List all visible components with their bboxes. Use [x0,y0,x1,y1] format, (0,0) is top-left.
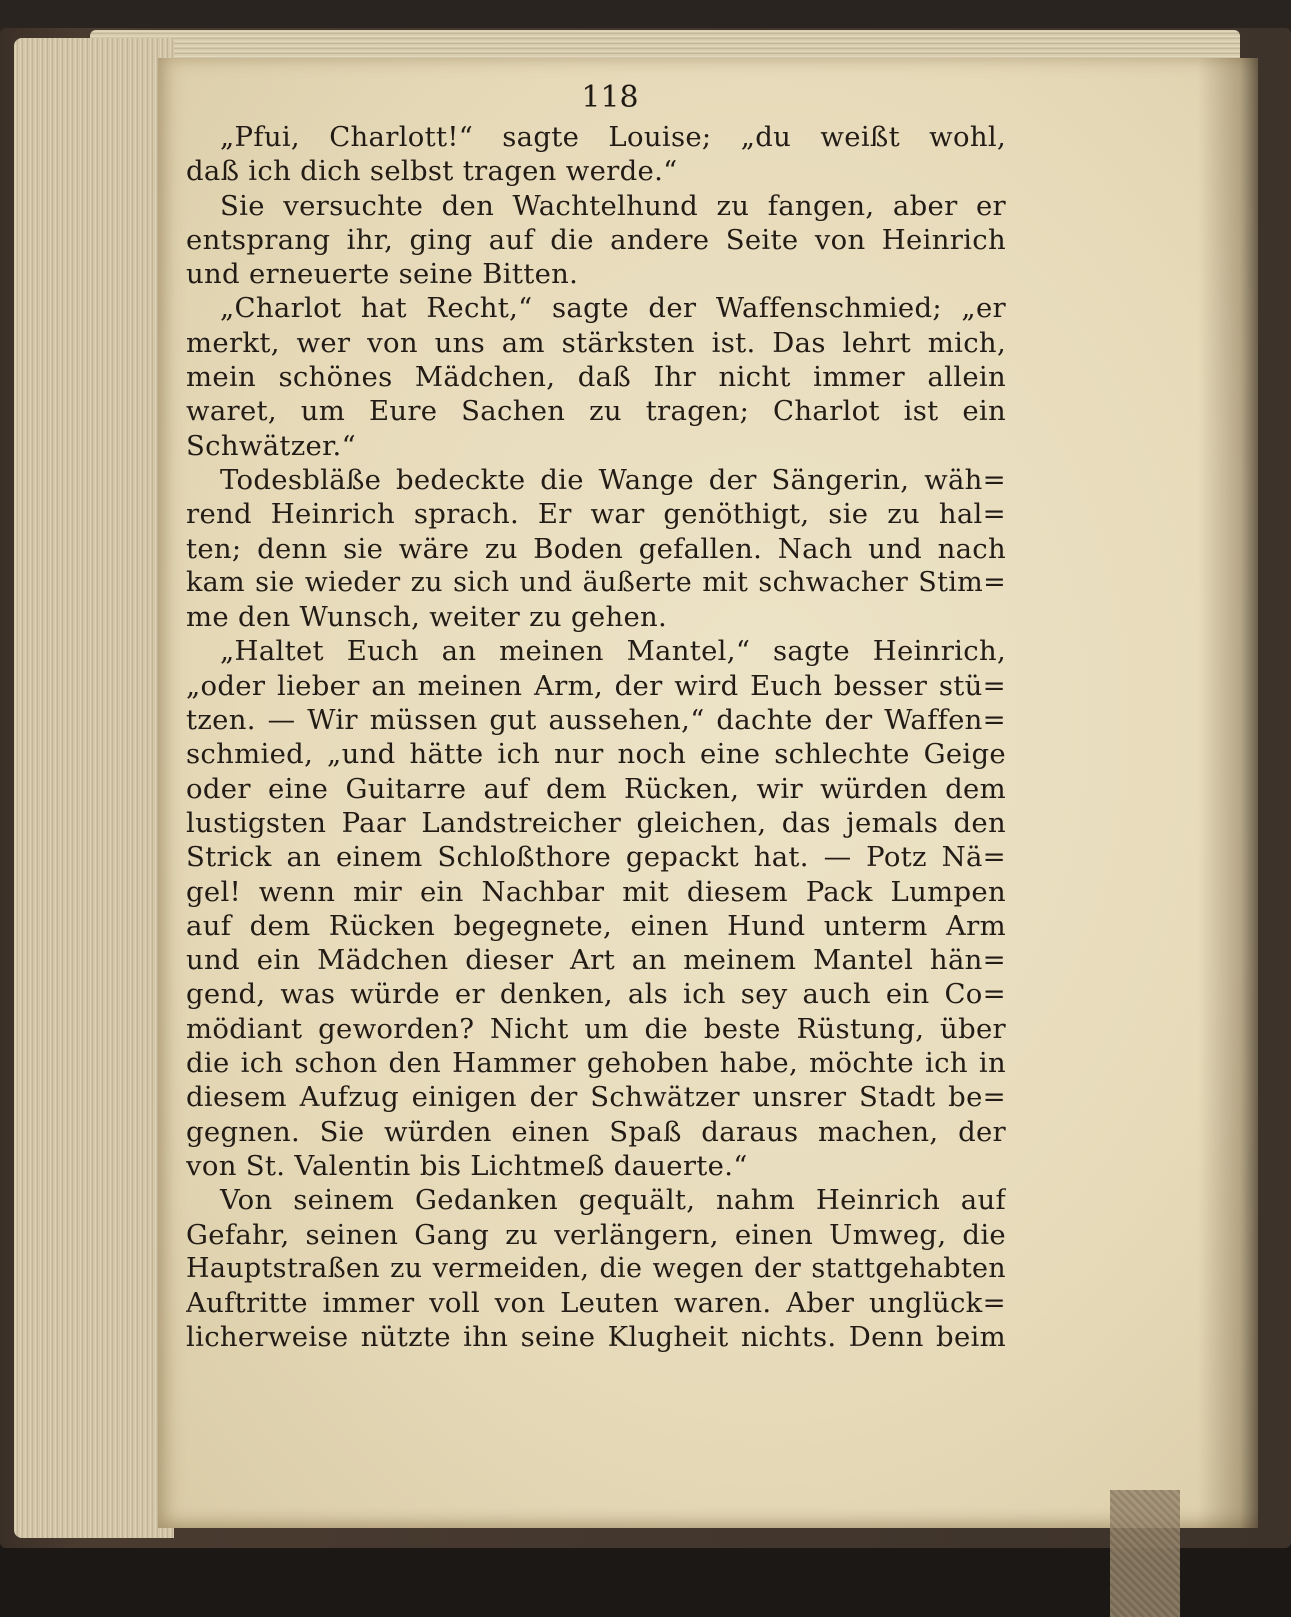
text-line: mödiant geworden? Nicht um die beste Rüstung, über [186,1012,1006,1045]
page-edges-left [14,38,174,1538]
text-line: und ein Mädchen dieser Art an meinem Mantel hän= [186,944,1006,977]
text-line: Strick an einem Schloßthore gepackt hat. — Potz Nä= [186,841,1006,874]
text-line: gegnen. Sie würden einen Spaß daraus machen, der [186,1115,1006,1148]
text-line: gend, was würde er denken, als ich sey auch ein Co= [186,978,1006,1011]
text-line: waret, um Eure Sachen zu tragen; Charlot ist ein [186,395,1006,428]
text-line: gel! wenn mir ein Nachbar mit diesem Pack Lumpen [186,875,1006,908]
text-line: Hauptstraßen zu vermeiden, die wegen der stattgehabten [186,1252,1006,1284]
page-number: 118 [581,80,639,115]
text-line: „Haltet Euch an meinen Mantel,“ sagte Heinrich, [220,635,1006,668]
text-line: kam sie wieder zu sich und äußerte mit schwacher Stim= [186,566,1006,598]
page-text [186,120,1006,1355]
text-line: tzen. — Wir müssen gut aussehen,“ dachte der Waffen= [186,704,1006,737]
text-line: rend Heinrich sprach. Er war genöthigt, sie zu hal= [186,498,1006,531]
text-line: Auftritte immer voll von Leuten waren. Aber unglück= [186,1287,1006,1320]
text-line: Von seinem Gedanken gequält, nahm Heinrich auf [220,1184,1006,1217]
text-line: me den Wunsch, weiter zu gehen. [186,601,668,634]
text-line: ten; denn sie wäre zu Boden gefallen. Nach und nach [186,532,1006,565]
text-line: diesem Aufzug einigen der Schwätzer unsrer Stadt be= [186,1081,1006,1114]
text-line: entsprang ihr, ging auf die andere Seite von Heinrich [186,223,1006,256]
text-line: „Charlot hat Recht,“ sagte der Waffenschmied; „er [220,292,1006,325]
text-line: daß ich dich selbst tragen werde.“ [186,155,678,188]
text-line: Gefahr, seinen Gang zu verlängern, einen Umweg, die [186,1218,1006,1251]
text-line: „oder lieber an meinen Arm, der wird Euch besser stü= [186,669,1006,702]
text-line: auf dem Rücken begegnete, einen Hund unterm Arm [186,909,1006,942]
text-line: „Pfui, Charlott!“ sagte Louise; „du weißt wohl, [220,121,1006,153]
text-line: Sie versuchte den Wachtelhund zu fangen, aber er [220,189,1006,222]
text-line: mein schönes Mädchen, daß Ihr nicht immer allein [186,361,1006,394]
text-line: von St. Valentin bis Lichtmeß dauerte.“ [186,1149,748,1182]
bookmark-ribbon [1110,1490,1180,1617]
text-line: die ich schon den Hammer gehoben habe, möchte ich in [186,1047,1006,1080]
text-line: schmied, „und hätte ich nur noch eine schlechte Geige [186,738,1006,771]
text-line: licherweise nützte ihn seine Klugheit nichts. Denn beim [186,1321,1006,1354]
text-line: lustigsten Paar Landstreicher gleichen, das jemals den [186,806,1006,839]
text-line: Todesbläße bedeckte die Wange der Sängerin, wäh= [220,463,1006,496]
page-gutter [1198,58,1258,1528]
text-line: merkt, wer von uns am stärksten ist. Das lehrt mich, [186,326,1006,359]
text-line: oder eine Guitarre auf dem Rücken, wir würden dem [186,772,1006,805]
text-line: und erneuerte seine Bitten. [186,258,579,291]
text-line: Schwätzer.“ [186,429,356,462]
